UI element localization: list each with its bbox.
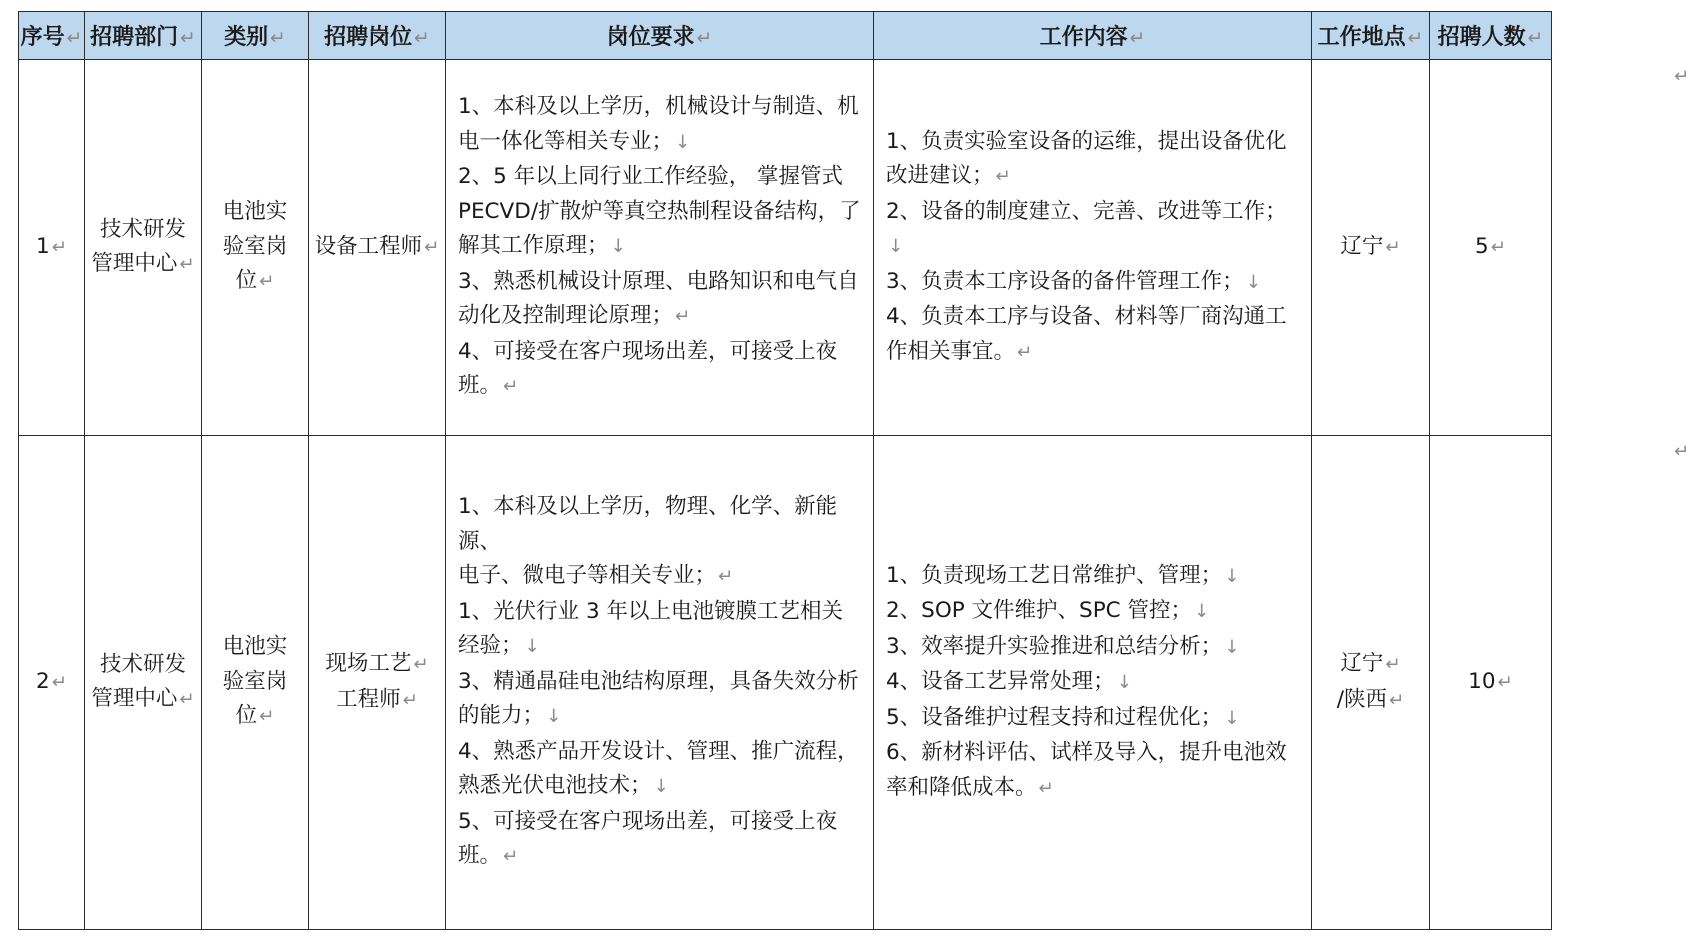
paragraph-mark-icon: ↵ (995, 166, 1011, 188)
cell-location: 辽宁 ↵ /陕西 ↵ (1312, 436, 1430, 930)
cell-position: 设备工程师 ↵ (309, 60, 446, 436)
cell-department: 技术研发 管理中心 ↵ (85, 60, 202, 436)
line-break-mark-icon: ↓ (1245, 271, 1261, 293)
paragraph-mark-icon: ↵ (66, 28, 83, 49)
cell-count: 10 ↵ (1430, 436, 1552, 930)
header-seq: 序号 ↵ (19, 12, 85, 60)
header-department: 招聘部门 ↵ (85, 12, 202, 60)
line-break-mark-icon: ↓ (524, 636, 540, 658)
cell-duties: 1、负责实验室设备的运维，提出设备优化 改进建议； ↵ 2、设备的制度建立、完善、改进等工作；↓ 3、负责本工序设备的备件管理工作； ↓ 4、负责本工序与设备、材料等厂商沟通工 作相关事宜。 ↵ (874, 60, 1312, 436)
paragraph-mark-icon: ↵ (1385, 654, 1401, 675)
paragraph-mark-icon: ↵ (1527, 28, 1544, 49)
table-row (19, 436, 1552, 930)
paragraph-mark-icon: ↵ (503, 846, 519, 868)
cell-location: 辽宁 ↵ (1312, 60, 1430, 436)
cell-position: 现场工艺 ↵ 工程师 ↵ (309, 436, 446, 930)
table-row (19, 60, 1552, 436)
paragraph-mark-icon: ↵ (179, 689, 195, 710)
paragraph-mark-icon: ↵ (1407, 28, 1424, 49)
header-count: 招聘人数 ↵ (1430, 12, 1552, 60)
line-break-mark-icon: ↓ (610, 236, 626, 258)
paragraph-mark-icon: ↵ (51, 671, 67, 693)
paragraph-mark-icon: ↵ (51, 236, 67, 258)
recruitment-table (18, 11, 1552, 930)
header-requirements: 岗位要求 ↵ (446, 12, 874, 60)
line-break-mark-icon: ↓ (546, 706, 562, 728)
paragraph-mark-icon: ↵ (413, 654, 429, 675)
line-break-mark-icon: ↓ (1116, 672, 1132, 694)
paragraph-mark-icon: ↵ (1490, 236, 1506, 258)
line-break-mark-icon: ↓ (1224, 707, 1240, 729)
paragraph-mark-icon: ↵ (718, 566, 734, 588)
line-break-mark-icon: ↓ (1224, 565, 1240, 587)
header-location: 工作地点 ↵ (1312, 12, 1430, 60)
paragraph-mark-icon: ↵ (179, 254, 195, 275)
header-row (19, 12, 1552, 60)
paragraph-mark-icon: ↵ (1017, 341, 1033, 363)
cell-duties: 1、负责现场工艺日常维护、管理； ↓ 2、SOP 文件维护、SPC 管控； ↓ 3、效率提升实验推进和总结分析； ↓ 4、设备工艺异常处理； ↓ 5、设备维护过程支持和过程优化； ↓ 6、新材料评估、试样及导入，提升电池效 率和降低成本。 ↵ (874, 436, 1312, 930)
line-break-mark-icon: ↓ (653, 776, 669, 798)
cell-requirements: 1、本科及以上学历，物理、化学、新能源、 电子、微电子等相关专业； ↵ 1、光伏行业 3 年以上电池镀膜工艺相关 经验； ↓ 3、精通晶硅电池结构原理，具备失效分析 的能力； ↓ 4、熟悉产品开发设计、管理、推广流程， 熟悉光伏电池技术； ↓ 5、可接受在客户现场出差，可接受上夜班。 ↵ (446, 436, 874, 930)
line-break-mark-icon: ↓ (675, 131, 691, 153)
paragraph-mark-icon: ↵ (1497, 671, 1513, 693)
line-break-mark-icon: ↓ (1224, 636, 1240, 658)
paragraph-mark-icon: ↵ (1129, 28, 1146, 49)
cell-seq: 1 ↵ (19, 60, 85, 436)
paragraph-mark-icon: ↵ (675, 306, 691, 328)
cell-department: 技术研发 管理中心 ↵ (85, 436, 202, 930)
paragraph-mark-icon: ↵ (424, 236, 440, 258)
paragraph-mark-icon: ↵ (503, 376, 519, 398)
paragraph-mark-icon: ↵ (270, 28, 286, 49)
paragraph-mark-icon: ↵ (180, 28, 196, 49)
line-break-mark-icon: ↓ (888, 236, 904, 258)
header-category: 类别 ↵ (202, 12, 309, 60)
paragraph-mark-icon: ↵ (259, 271, 275, 293)
row-end-mark-icon: ↵ (1674, 441, 1690, 462)
paragraph-mark-icon: ↵ (259, 706, 275, 728)
paragraph-mark-icon: ↵ (1038, 777, 1054, 799)
cell-category: 电池实 验室岗 位 ↵ (202, 436, 309, 930)
cell-seq: 2 ↵ (19, 436, 85, 930)
row-end-mark-icon: ↵ (1674, 66, 1690, 87)
header-position: 招聘岗位 ↵ (309, 12, 446, 60)
cell-category: 电池实 验室岗 位 ↵ (202, 60, 309, 436)
cell-requirements: 1、本科及以上学历，机械设计与制造、机 电一体化等相关专业； ↓ 2、5 年以上同行业工作经验， 掌握管式 PECVD/扩散炉等真空热制程设备结构，了 解其工作原理； ↓ 3、熟悉机械设计原理、电路知识和电气自 动化及控制理论原理； ↵ 4、可接受在客户现场出差，可接受上夜班。 ↵ (446, 60, 874, 436)
header-duties: 工作内容 ↵ (874, 12, 1312, 60)
paragraph-mark-icon: ↵ (696, 28, 713, 49)
paragraph-mark-icon: ↵ (414, 28, 430, 49)
paragraph-mark-icon: ↵ (402, 689, 418, 711)
paragraph-mark-icon: ↵ (1388, 689, 1405, 711)
line-break-mark-icon: ↓ (1194, 601, 1210, 623)
cell-count: 5 ↵ (1430, 60, 1552, 436)
paragraph-mark-icon: ↵ (1385, 236, 1401, 258)
